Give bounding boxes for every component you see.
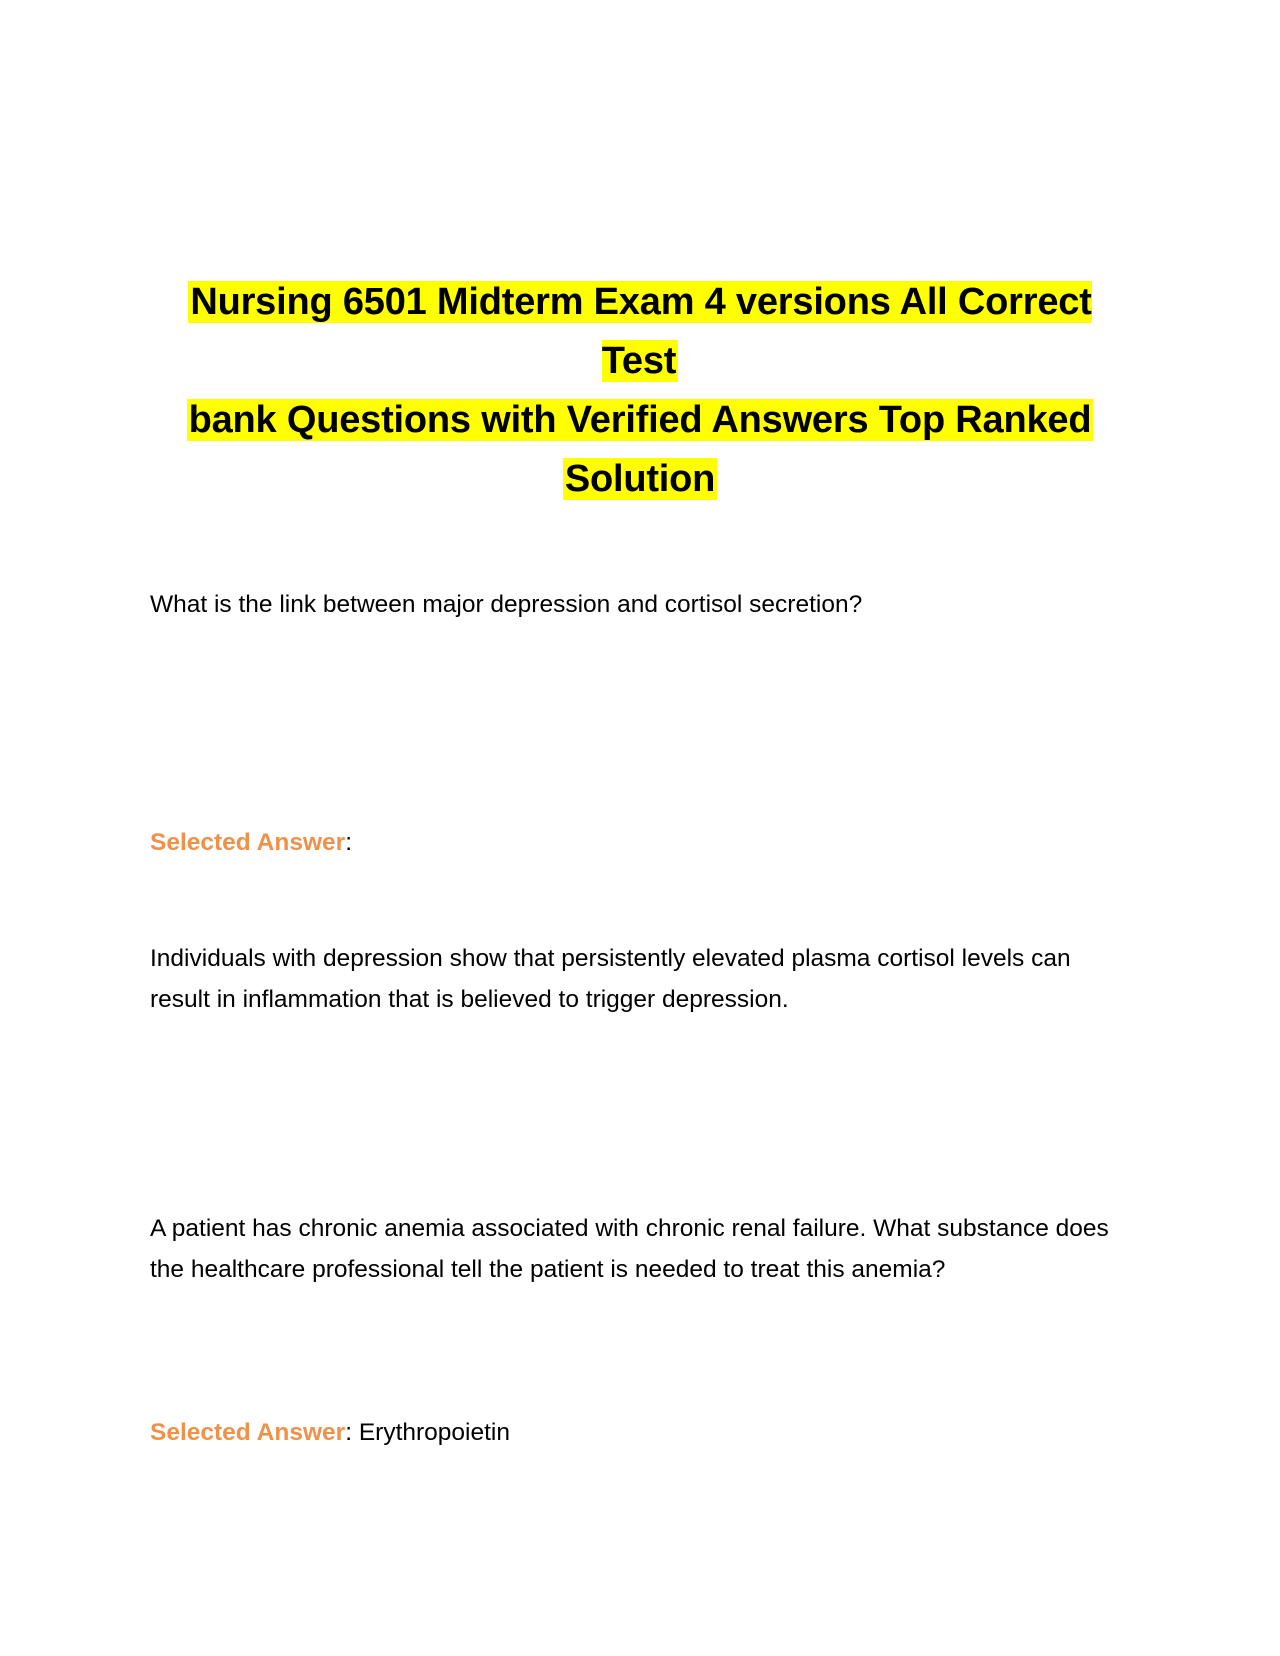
answer-separator: : xyxy=(345,829,352,856)
question-2: A patient has chronic anemia associated with chronic renal failure. What substance does the healthcare professional tell the patient is needed to treat this anemia? xyxy=(150,1215,1109,1283)
answer-1-text: Individuals with depression show that persistently elevated plasma cortisol levels can result in inflammation that is believed to trigger depression. xyxy=(150,945,1071,1013)
selected-answer-2 xyxy=(150,1412,1130,1453)
document-title xyxy=(150,273,1130,509)
question-1: What is the link between major depression and cortisol secretion? xyxy=(150,591,863,618)
answer-separator: : xyxy=(345,1419,359,1446)
selected-answer-label: Selected Answer xyxy=(150,1419,346,1446)
selected-answer-1 xyxy=(150,822,1130,863)
selected-answer-label: Selected Answer xyxy=(150,829,346,856)
title-line-2: bank Questions with Verified Answers Top Ranked xyxy=(188,399,1092,441)
title-line-3: Solution xyxy=(564,458,716,500)
title-line-1: Nursing 6501 Midterm Exam 4 versions All Correct Test xyxy=(190,281,1092,382)
answer-2-value: Erythropoietin xyxy=(358,1419,510,1446)
